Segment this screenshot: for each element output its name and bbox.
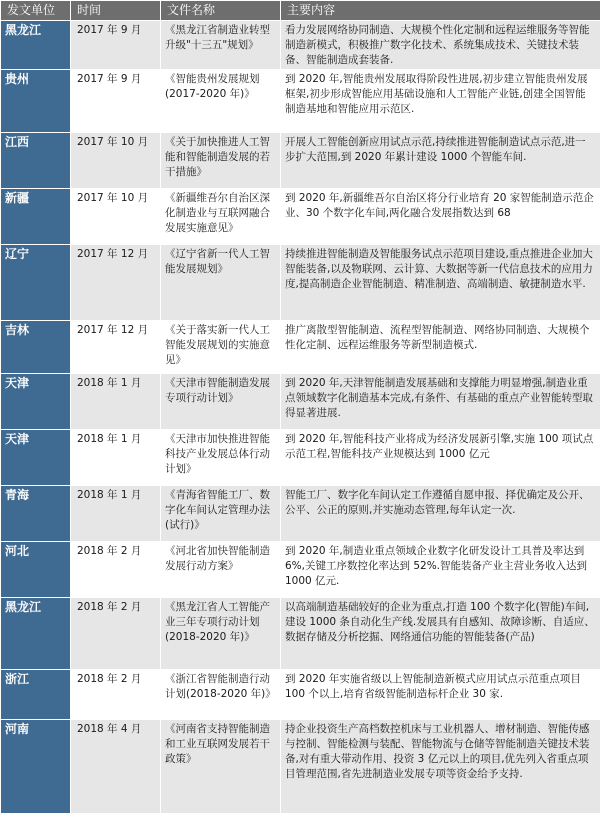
header-content: 主要内容 xyxy=(281,1,600,21)
cell-content: 持企业投资生产高档数控机床与工业机器人、增材制造、智能传感与控制、智能检测与装配、智能物流与仓储等智能制造关键技术装备,对有重大带动作用、投资 3 亿元以上的项目,优先列入省重点项目管理范围,省先进制造业发展专项等资金给予支持. xyxy=(281,720,600,814)
cell-date: 2017 年 12 月 xyxy=(71,321,161,374)
cell-doc-name: 《浙江省智能制造行动计划(2018-2020 年)》 xyxy=(161,670,281,720)
cell-content: 智能工厂、数字化车间认定工作遵循自愿申报、择优确定及公开、公平、公正的原则,并实施动态管理,每年认定一次. xyxy=(281,486,600,542)
cell-content: 开展人工智能创新应用试点示范,持续推进智能制造试点示范,进一步扩大范围,到 2020 年累计建设 1000 个智能车间. xyxy=(281,133,600,189)
table-row xyxy=(1,542,600,598)
table-row xyxy=(1,133,600,189)
table-row xyxy=(1,486,600,542)
cell-doc-name: 《天津市加快推进智能科技产业发展总体行动计划》 xyxy=(161,430,281,486)
cell-content: 持续推进智能制造及智能服务试点示范项目建设,重点推进企业加大智能装备,以及物联网、云计算、大数据等新一代信息技术的应用力度,提高制造企业智能制造、精准制造、高端制造、敏捷制造水平. xyxy=(281,245,600,321)
table-row xyxy=(1,189,600,245)
cell-date: 2017 年 12 月 xyxy=(71,245,161,321)
header-unit: 发文单位 xyxy=(1,1,71,21)
table-row xyxy=(1,245,600,321)
cell-content: 推广离散型智能制造、流程型智能制造、网络协同制造、大规模个性化定制、远程运维服务等新型制造模式. xyxy=(281,321,600,374)
cell-unit: 江西 xyxy=(1,133,71,189)
cell-content: 到 2020 年实施省级以上智能制造新模式应用试点示范重点项目 100 个以上,培育省级智能制造标杆企业 30 家. xyxy=(281,670,600,720)
cell-date: 2017 年 10 月 xyxy=(71,189,161,245)
cell-unit: 天津 xyxy=(1,374,71,430)
cell-doc-name: 《黑龙江省制造业转型升级"十三五"规划》 xyxy=(161,21,281,70)
cell-unit: 辽宁 xyxy=(1,245,71,321)
cell-date: 2018 年 4 月 xyxy=(71,720,161,814)
table-row xyxy=(1,21,600,70)
cell-content: 到 2020 年,制造业重点领域企业数字化研发设计工具普及率达到 6%,关键工序数控化率达到 52%.智能装备产业主营业务收入达到 1000 亿元. xyxy=(281,542,600,598)
table-row xyxy=(1,430,600,486)
cell-unit: 新疆 xyxy=(1,189,71,245)
table-row xyxy=(1,720,600,814)
cell-date: 2018 年 1 月 xyxy=(71,486,161,542)
table-header xyxy=(1,1,600,21)
cell-unit: 河北 xyxy=(1,542,71,598)
table-row xyxy=(1,670,600,720)
cell-unit: 浙江 xyxy=(1,670,71,720)
table-row xyxy=(1,598,600,670)
cell-doc-name: 《新疆维吾尔自治区深化制造业与互联网融合发展实施意见》 xyxy=(161,189,281,245)
cell-date: 2018 年 1 月 xyxy=(71,430,161,486)
header-row xyxy=(1,1,600,21)
cell-date: 2018 年 2 月 xyxy=(71,670,161,720)
cell-doc-name: 《河南省支持智能制造和工业互联网发展若干政策》 xyxy=(161,720,281,814)
cell-doc-name: 《青海省智能工厂、数字化车间认定管理办法(试行)》 xyxy=(161,486,281,542)
cell-date: 2018 年 2 月 xyxy=(71,542,161,598)
cell-unit: 天津 xyxy=(1,430,71,486)
cell-unit: 黑龙江 xyxy=(1,21,71,70)
header-date: 时间 xyxy=(71,1,161,21)
cell-doc-name: 《关于落实新一代人工智能发展规划的实施意见》 xyxy=(161,321,281,374)
cell-doc-name: 《智能贵州发展规划(2017-2020 年)》 xyxy=(161,70,281,133)
table-row xyxy=(1,374,600,430)
cell-content: 到 2020 年,智能贵州发展取得阶段性进展,初步建立智能贵州发展框架,初步形成智能应用基础设施和人工智能产业链,创建全国智能制造基地和智能应用示范区. xyxy=(281,70,600,133)
cell-content: 到 2020 年,天津智能制造发展基础和支撑能力明显增强,制造业重点领域数字化制造基本完成,有条件、有基础的重点产业智能转型取得显著进展. xyxy=(281,374,600,430)
table-body xyxy=(1,21,600,814)
cell-content: 到 2020 年,新疆维吾尔自治区将分行业培育 20 家智能制造示范企业、30 个数字化车间,两化融合发展指数达到 68 xyxy=(281,189,600,245)
cell-content: 看力发展网络协同制造、大规模个性化定制和远程运维服务等智能制造新模式，积极推广数字化技术、系统集成技术、关键技术装备、智能制造成套装备. xyxy=(281,21,600,70)
cell-date: 2018 年 2 月 xyxy=(71,598,161,670)
cell-unit: 河南 xyxy=(1,720,71,814)
table-row xyxy=(1,70,600,133)
cell-date: 2018 年 1 月 xyxy=(71,374,161,430)
cell-content: 到 2020 年,智能科技产业将成为经济发展新引擎,实施 100 项试点示范工程,智能科技产业规模达到 1000 亿元 xyxy=(281,430,600,486)
cell-content: 以高端制造基础较好的企业为重点,打造 100 个数字化(智能)车间,建设 1000 条自动化生产线.发展具有自感知、故障诊断、自适应、数据存储及分析挖掘、网络通信功能的智能装备(产品) xyxy=(281,598,600,670)
cell-doc-name: 《辽宁省新一代人工智能发展规划》 xyxy=(161,245,281,321)
cell-unit: 吉林 xyxy=(1,321,71,374)
cell-doc-name: 《黑龙江省人工智能产业三年专项行动计划(2018-2020 年)》 xyxy=(161,598,281,670)
cell-unit: 青海 xyxy=(1,486,71,542)
cell-unit: 黑龙江 xyxy=(1,598,71,670)
header-doc-name: 文件名称 xyxy=(161,1,281,21)
table-row xyxy=(1,321,600,374)
cell-date: 2017 年 9 月 xyxy=(71,21,161,70)
cell-date: 2017 年 9 月 xyxy=(71,70,161,133)
cell-doc-name: 《河北省加快智能制造发展行动方案》 xyxy=(161,542,281,598)
cell-doc-name: 《关于加快推进人工智能和智能制造发展的若干措施》 xyxy=(161,133,281,189)
cell-doc-name: 《天津市智能制造发展专项行动计划》 xyxy=(161,374,281,430)
cell-unit: 贵州 xyxy=(1,70,71,133)
cell-date: 2017 年 10 月 xyxy=(71,133,161,189)
